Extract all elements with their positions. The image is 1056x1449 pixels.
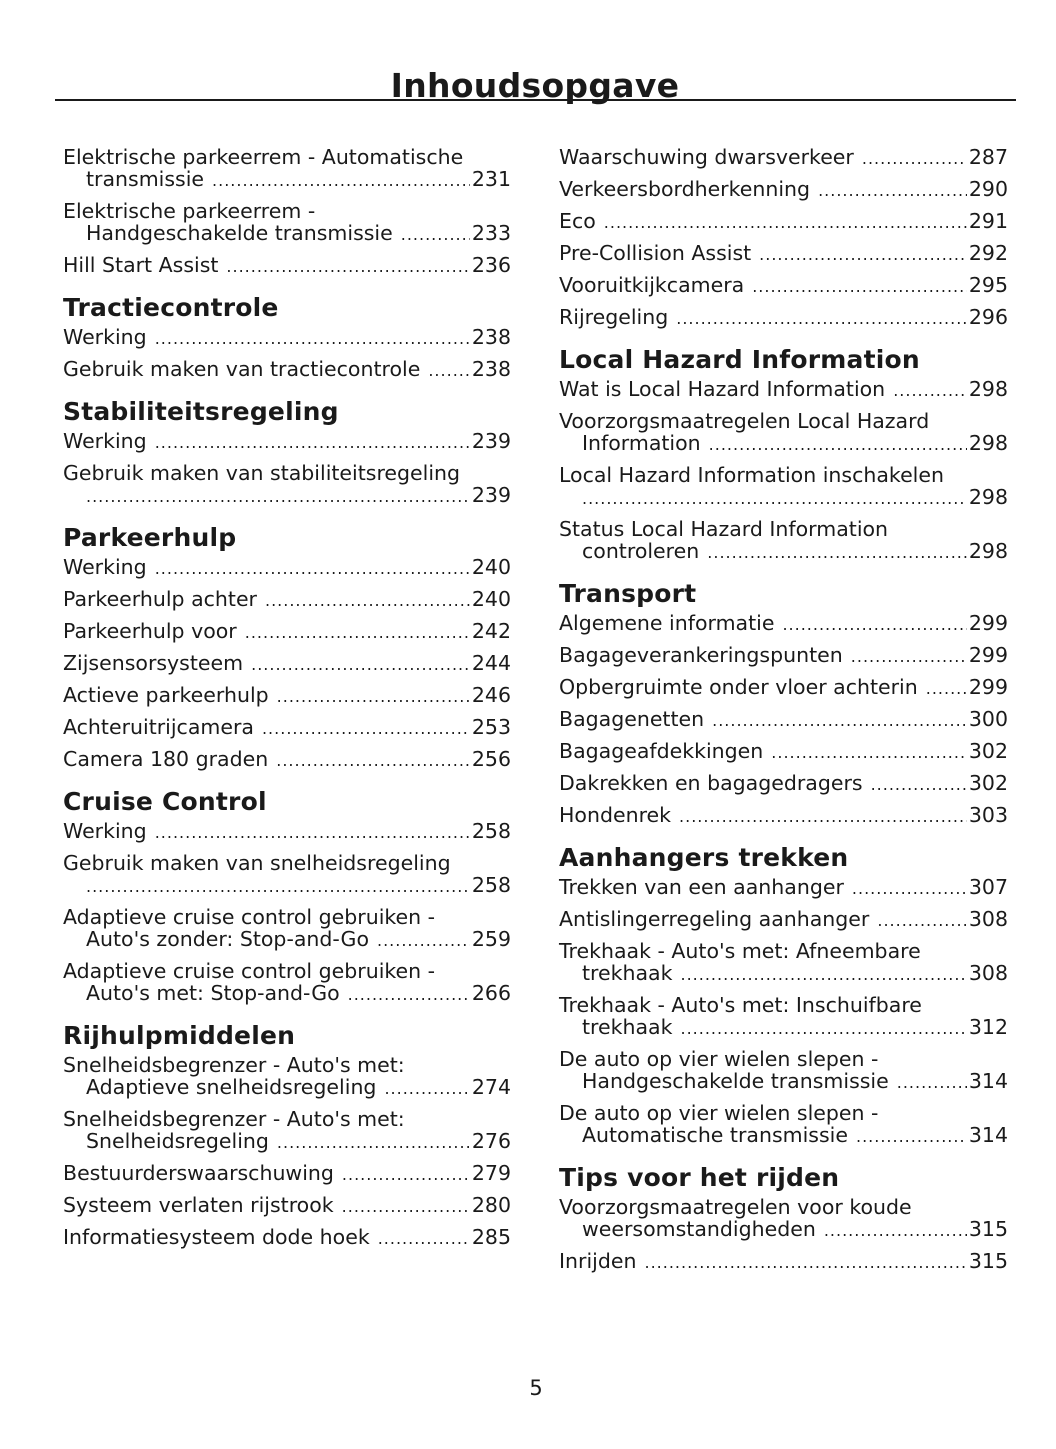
dot-leader xyxy=(348,984,470,1006)
dot-leader xyxy=(851,646,967,668)
toc-entry[interactable] xyxy=(63,620,511,644)
toc-page-number: 308 xyxy=(968,907,1008,931)
toc-page-number: 290 xyxy=(968,177,1008,201)
toc-entry[interactable] xyxy=(63,684,511,708)
toc-page-number: 314 xyxy=(968,1123,1008,1147)
toc-page-number: 258 xyxy=(471,873,511,897)
toc-entry[interactable] xyxy=(63,652,511,676)
dot-leader xyxy=(604,212,967,234)
toc-page-number: 259 xyxy=(471,927,511,951)
section-heading: Parkeerhulp xyxy=(63,523,237,552)
toc-entry-title: Informatiesysteem dode hoek xyxy=(63,1225,370,1249)
toc-entry[interactable] xyxy=(559,464,1008,510)
toc-entry-title: Actieve parkeerhulp xyxy=(63,683,269,707)
dot-leader xyxy=(824,1220,967,1242)
toc-entry-title: Systeem verlaten rijstrook xyxy=(63,1193,334,1217)
toc-entry-title: Parkeerhulp achter xyxy=(63,587,257,611)
dot-leader xyxy=(155,558,470,580)
dot-leader xyxy=(893,380,967,402)
toc-page-number: 231 xyxy=(471,167,511,191)
toc-page-number: 295 xyxy=(968,273,1008,297)
toc-entry-title-line: Trekhaak - Auto's met: Inschuifbare xyxy=(559,993,922,1017)
toc-entry-title: Dakrekken en bagagedragers xyxy=(559,771,863,795)
toc-page-number: 238 xyxy=(471,357,511,381)
toc-section xyxy=(63,523,511,772)
toc-page-number: 315 xyxy=(968,1217,1008,1241)
toc-page-number: 302 xyxy=(968,771,1008,795)
toc-entry[interactable] xyxy=(559,708,1008,732)
toc-entry-title-line: Trekhaak - Auto's met: Afneembare xyxy=(559,939,921,963)
toc-entry-title: Bagagenetten xyxy=(559,707,705,731)
toc-page-number: 296 xyxy=(968,305,1008,329)
toc-entry[interactable] xyxy=(63,462,511,508)
section-heading: Transport xyxy=(559,579,697,608)
toc-entry-title: Eco xyxy=(559,209,596,233)
toc-page-number: 298 xyxy=(968,539,1008,563)
dot-leader xyxy=(871,774,967,796)
toc-section xyxy=(559,843,1008,1148)
toc-entry-title: Waarschuwing dwarsverkeer xyxy=(559,145,854,169)
toc-entry-title: Handgeschakelde transmissie xyxy=(86,221,393,245)
toc-entry[interactable] xyxy=(559,178,1008,202)
section-heading: Rijhulpmiddelen xyxy=(63,1021,296,1050)
dot-leader xyxy=(897,1072,967,1094)
toc-page-number: 266 xyxy=(471,981,511,1005)
toc-entry[interactable] xyxy=(559,306,1008,330)
dot-leader xyxy=(759,244,967,266)
toc-entry[interactable] xyxy=(63,820,511,844)
dot-leader xyxy=(712,710,967,732)
toc-entry[interactable] xyxy=(559,518,1008,564)
toc-entry-title: Werking xyxy=(63,555,147,579)
toc-entry[interactable] xyxy=(63,748,511,772)
dot-leader xyxy=(401,224,470,246)
toc-entry-title-line: Snelheidsbegrenzer - Auto's met: xyxy=(63,1053,405,1077)
toc-page-number: 239 xyxy=(471,483,511,507)
toc-entry[interactable] xyxy=(63,960,511,1006)
section-heading: Cruise Control xyxy=(63,787,267,816)
toc-page-number: 256 xyxy=(471,747,511,771)
toc-entry-title: Zijsensorsysteem xyxy=(63,651,244,675)
toc-entry[interactable] xyxy=(559,644,1008,668)
toc-entry[interactable] xyxy=(63,254,511,278)
toc-page-number: 302 xyxy=(968,739,1008,763)
toc-entry-title: Parkeerhulp voor xyxy=(63,619,237,643)
toc-entry[interactable] xyxy=(63,146,511,192)
section-heading: Aanhangers trekken xyxy=(559,843,849,872)
toc-entry-title: Automatische transmissie xyxy=(582,1123,848,1147)
toc-entry[interactable] xyxy=(63,1162,511,1186)
toc-entry[interactable] xyxy=(63,588,511,612)
toc-entry[interactable] xyxy=(559,1048,1008,1094)
toc-entry-title: Inrijden xyxy=(559,1249,637,1273)
toc-page-number: 314 xyxy=(968,1069,1008,1093)
section-heading: Tractiecontrole xyxy=(63,293,279,322)
toc-section xyxy=(63,787,511,1006)
toc-page-number: 285 xyxy=(471,1225,511,1249)
toc-entry-title: Gebruik maken van tractiecontrole xyxy=(63,357,421,381)
toc-entry[interactable] xyxy=(63,1108,511,1154)
toc-entry[interactable] xyxy=(559,210,1008,234)
dot-leader xyxy=(226,256,469,278)
page-title: Inhoudsopgave xyxy=(390,66,680,106)
dot-leader xyxy=(245,622,470,644)
dot-leader xyxy=(582,488,967,510)
section-heading: Local Hazard Information xyxy=(559,345,920,374)
toc-page-number: 239 xyxy=(471,429,511,453)
toc-entry-title-line: Snelheidsbegrenzer - Auto's met: xyxy=(63,1107,405,1131)
toc-entry-title-line: Adaptieve cruise control gebruiken - xyxy=(63,905,436,929)
dot-leader xyxy=(212,170,470,192)
toc-entry[interactable] xyxy=(559,940,1008,986)
dot-leader xyxy=(277,686,470,708)
toc-page-number: 236 xyxy=(471,253,511,277)
toc-entry[interactable] xyxy=(559,274,1008,298)
toc-entry-title: Antislingerregeling aanhanger xyxy=(559,907,870,931)
dot-leader xyxy=(155,432,470,454)
toc-entry[interactable] xyxy=(559,612,1008,636)
dot-leader xyxy=(644,1252,966,1274)
toc-entry-title-line: De auto op vier wielen slepen - xyxy=(559,1101,879,1125)
toc-section xyxy=(63,146,511,278)
dot-leader xyxy=(862,148,967,170)
toc-page-number: 315 xyxy=(968,1249,1008,1273)
toc-entry[interactable] xyxy=(559,804,1008,828)
dot-leader xyxy=(679,806,967,828)
toc-page-number: 307 xyxy=(968,875,1008,899)
dot-leader xyxy=(681,1018,967,1040)
toc-entry-title: Hondenrek xyxy=(559,803,672,827)
dot-leader xyxy=(342,1196,470,1218)
dot-leader xyxy=(709,434,967,456)
toc-entry[interactable] xyxy=(559,1250,1008,1274)
toc-page-number: 299 xyxy=(968,611,1008,635)
toc-entry[interactable] xyxy=(63,326,511,350)
toc-page-number: 274 xyxy=(471,1075,511,1099)
toc-entry-title: trekhaak xyxy=(582,961,673,985)
toc-entry-title: Vooruitkijkcamera xyxy=(559,273,745,297)
dot-leader xyxy=(856,1126,967,1148)
toc-entry[interactable] xyxy=(559,876,1008,900)
toc-entry[interactable] xyxy=(559,378,1008,402)
section-heading: Tips voor het rijden xyxy=(559,1163,840,1192)
toc-entry-title: Handgeschakelde transmissie xyxy=(582,1069,889,1093)
toc-entry-title: weersomstandigheden xyxy=(582,1217,816,1241)
toc-entry-title-line: Local Hazard Information inschakelen xyxy=(559,463,944,487)
dot-leader xyxy=(707,542,967,564)
toc-entry-title: Verkeersbordherkenning xyxy=(559,177,811,201)
toc-page-number: 238 xyxy=(471,325,511,349)
toc-entry-title-line: Elektrische parkeerrem - Automatische xyxy=(63,145,464,169)
toc-entry-title-line: Elektrische parkeerrem - xyxy=(63,199,316,223)
toc-entry[interactable] xyxy=(63,358,511,382)
toc-entry-title: Werking xyxy=(63,325,147,349)
page-number: 5 xyxy=(529,1376,543,1400)
toc-entry-title: Werking xyxy=(63,819,147,843)
toc-entry-title: Bagageafdekkingen xyxy=(559,739,764,763)
toc-entry-title-line: Voorzorgsmaatregelen Local Hazard xyxy=(559,409,930,433)
toc-page-number: 292 xyxy=(968,241,1008,265)
toc-entry[interactable] xyxy=(559,242,1008,266)
toc-entry-title: Rijregeling xyxy=(559,305,669,329)
toc-section xyxy=(559,146,1008,330)
toc-page-number: 312 xyxy=(968,1015,1008,1039)
toc-entry-title: transmissie xyxy=(86,167,205,191)
toc-entry-title: Achteruitrijcamera xyxy=(63,715,254,739)
toc-entry-title: Hill Start Assist xyxy=(63,253,219,277)
toc-page-number: 242 xyxy=(471,619,511,643)
toc-page-number: 303 xyxy=(968,803,1008,827)
toc-page-number: 308 xyxy=(968,961,1008,985)
section-heading: Stabiliteitsregeling xyxy=(63,397,339,426)
dot-leader xyxy=(265,590,470,612)
toc-entry-title: Auto's zonder: Stop-and-Go xyxy=(86,927,369,951)
toc-entry-title: Trekken van een aanhanger xyxy=(559,875,844,899)
toc-page-number: 298 xyxy=(968,377,1008,401)
toc-page-number: 280 xyxy=(471,1193,511,1217)
dot-leader xyxy=(377,930,470,952)
toc-entry-title: Wat is Local Hazard Information xyxy=(559,377,886,401)
toc-page-number: 258 xyxy=(471,819,511,843)
dot-leader xyxy=(384,1078,469,1100)
toc-section xyxy=(63,1021,511,1250)
toc-entry[interactable] xyxy=(559,772,1008,796)
toc-entry-title-line: Voorzorgsmaatregelen voor koude xyxy=(559,1195,912,1219)
dot-leader xyxy=(782,614,966,636)
toc-entry[interactable] xyxy=(559,1102,1008,1148)
toc-entry-title: Auto's met: Stop-and-Go xyxy=(86,981,340,1005)
toc-entry-title: Information xyxy=(582,431,701,455)
toc-entry[interactable] xyxy=(63,716,511,740)
toc-entry-title: Algemene informatie xyxy=(559,611,775,635)
toc-entry-title-line: Status Local Hazard Information xyxy=(559,517,889,541)
dot-leader xyxy=(926,678,967,700)
toc-entry[interactable] xyxy=(559,994,1008,1040)
dot-leader xyxy=(251,654,470,676)
toc-page-number: 299 xyxy=(968,643,1008,667)
toc-entry-title: Snelheidsregeling xyxy=(86,1129,269,1153)
dot-leader xyxy=(86,486,470,508)
toc-entry[interactable] xyxy=(63,1226,511,1250)
toc-entry[interactable] xyxy=(559,676,1008,700)
dot-leader xyxy=(155,328,470,350)
dot-leader xyxy=(818,180,967,202)
toc-right-column xyxy=(559,146,1008,1274)
toc-page-number: 298 xyxy=(968,485,1008,509)
toc-entry[interactable] xyxy=(559,908,1008,932)
dot-leader xyxy=(342,1164,470,1186)
toc-section xyxy=(559,345,1008,564)
toc-entry[interactable] xyxy=(63,1194,511,1218)
toc-entry[interactable] xyxy=(559,740,1008,764)
toc-entry-title: Werking xyxy=(63,429,147,453)
toc-entry[interactable] xyxy=(63,1054,511,1100)
toc-entry[interactable] xyxy=(63,852,511,898)
toc-entry-title-line: Gebruik maken van stabiliteitsregeling xyxy=(63,461,461,485)
dot-leader xyxy=(676,308,967,330)
dot-leader xyxy=(852,878,967,900)
toc-entry[interactable] xyxy=(559,146,1008,170)
dot-leader xyxy=(877,910,967,932)
dot-leader xyxy=(276,750,470,772)
dot-leader xyxy=(155,822,470,844)
toc-section xyxy=(559,1163,1008,1274)
toc-section xyxy=(63,293,511,382)
toc-entry[interactable] xyxy=(63,906,511,952)
toc-entry-title: Camera 180 graden xyxy=(63,747,269,771)
toc-entry[interactable] xyxy=(63,556,511,580)
toc-page-number: 299 xyxy=(968,675,1008,699)
toc-entry-title: trekhaak xyxy=(582,1015,673,1039)
toc-page-number: 233 xyxy=(471,221,511,245)
dot-leader xyxy=(262,718,470,740)
toc-entry-title: Adaptieve snelheidsregeling xyxy=(86,1075,377,1099)
toc-entry-title-line: Gebruik maken van snelheidsregeling xyxy=(63,851,451,875)
dot-leader xyxy=(86,876,470,898)
toc-page-number: 240 xyxy=(471,555,511,579)
toc-entry-title: Pre-Collision Assist xyxy=(559,241,752,265)
toc-entry[interactable] xyxy=(559,1196,1008,1242)
toc-page-number: 298 xyxy=(968,431,1008,455)
dot-leader xyxy=(752,276,967,298)
toc-entry-title: Bagageverankeringspunten xyxy=(559,643,843,667)
toc-page-number: 246 xyxy=(471,683,511,707)
dot-leader xyxy=(378,1228,470,1250)
toc-section xyxy=(63,397,511,508)
toc-entry-title: Bestuurderswaarschuwing xyxy=(63,1161,334,1185)
toc-entry-title: controleren xyxy=(582,539,700,563)
toc-page-number: 279 xyxy=(471,1161,511,1185)
toc-section xyxy=(559,579,1008,828)
toc-page-number: 244 xyxy=(471,651,511,675)
toc-page-number: 276 xyxy=(471,1129,511,1153)
dot-leader xyxy=(277,1132,470,1154)
dot-leader xyxy=(771,742,967,764)
toc-page-number: 253 xyxy=(471,715,511,739)
toc-entry-title-line: Adaptieve cruise control gebruiken - xyxy=(63,959,436,983)
toc-entry[interactable] xyxy=(559,410,1008,456)
dot-leader xyxy=(428,360,470,382)
toc-page-number: 300 xyxy=(968,707,1008,731)
toc-page-number: 291 xyxy=(968,209,1008,233)
toc-page-number: 240 xyxy=(471,587,511,611)
toc-entry[interactable] xyxy=(63,430,511,454)
toc-left-column xyxy=(63,146,511,1250)
toc-entry-title: Opbergruimte onder vloer achterin xyxy=(559,675,918,699)
toc-page-number: 287 xyxy=(968,145,1008,169)
title-divider xyxy=(55,99,1016,101)
toc-entry[interactable] xyxy=(63,200,511,246)
dot-leader xyxy=(681,964,967,986)
toc-entry-title-line: De auto op vier wielen slepen - xyxy=(559,1047,879,1071)
